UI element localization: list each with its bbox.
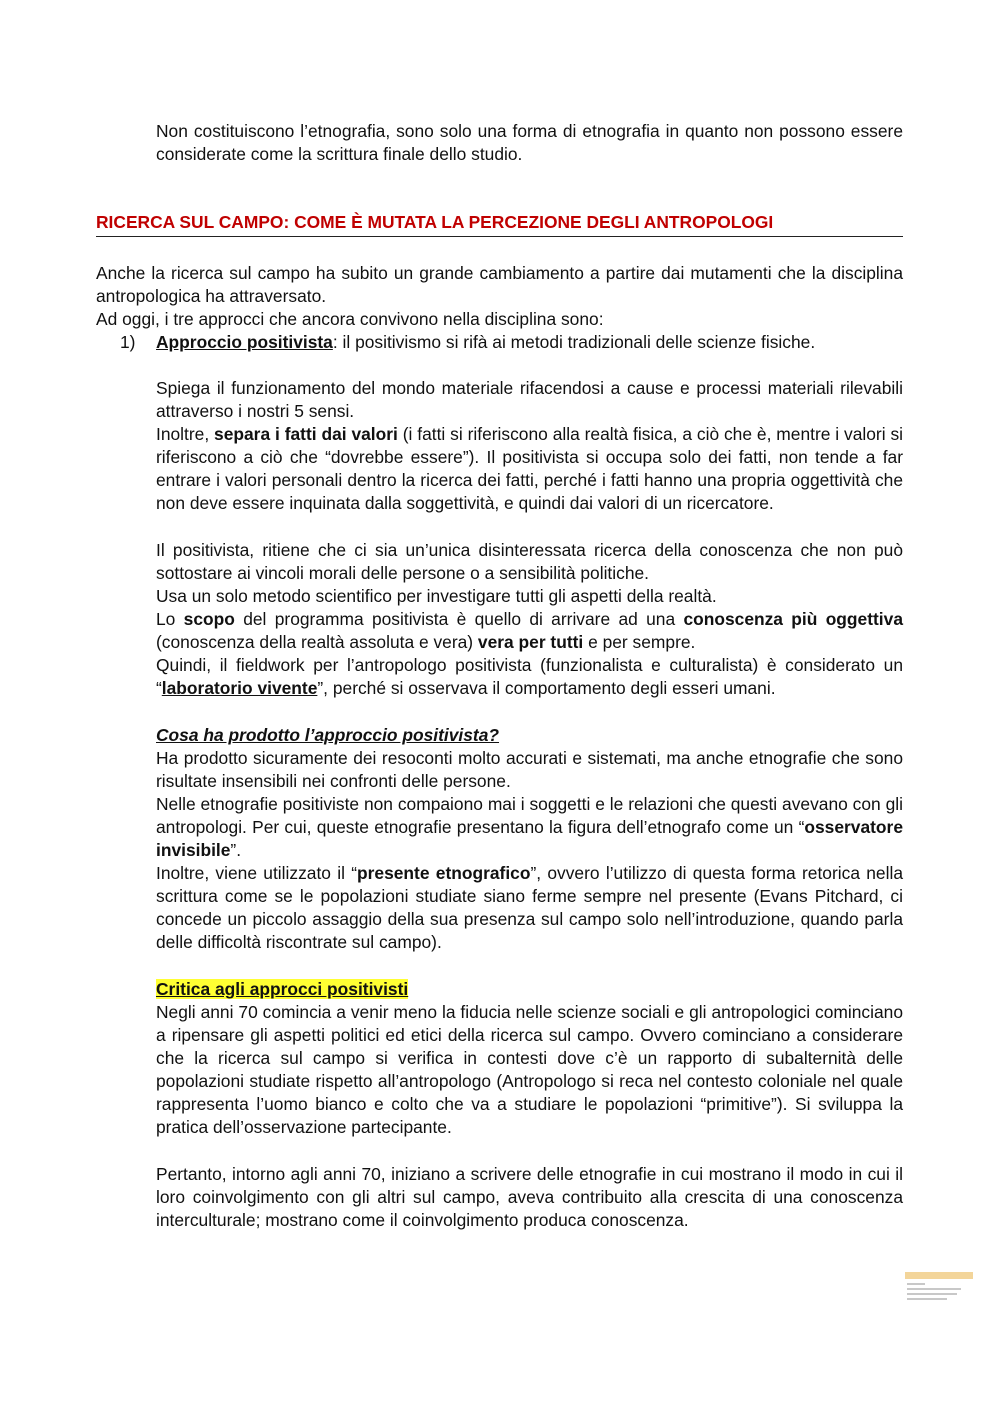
item-title-rest: : il positivismo si rifà ai metodi tradizionali delle scienze fisiche. (332, 332, 816, 352)
osservatore-bold: osservatore invisibile (156, 817, 903, 861)
critica-heading-text: Critica agli approcci positivisti (156, 979, 409, 999)
viene-text-a: Inoltre, viene utilizzato il “ (156, 863, 358, 883)
paragraph-ritiene: Il positivista, ritiene che ci sia un’unica disinteressata ricerca della conoscenza che non può sottostare ai vincoli morali delle persone o a sensibilità politiche. (156, 540, 903, 584)
scopo-text-g: e per sempre. (583, 632, 696, 653)
critica-heading (156, 978, 903, 1001)
viene-text-c: ”, ovvero l’utilizzo di questa forma retorica nella scrittura come se le popolazioni studiate siano ferme sempre nel presente (Evans Pitchard, ci concede un piccolo assaggio della sua presenza sul campo solo nell’introduzione, quando parla delle difficoltà riscontrate sul campo). (156, 863, 904, 953)
inoltre-text-a: Inoltre, (156, 424, 215, 444)
quindi-text-a: Quindi, il fieldwork per l’antropologo positivista (funzionalista e culturalista) è considerato un “ (156, 655, 903, 699)
item-title-paragraph (156, 331, 903, 354)
conoscenza-bold: conoscenza più oggettiva (683, 609, 903, 629)
presente-bold: presente etnografico (357, 863, 531, 883)
critica-paragraph-2: Pertanto, intorno agli anni 70, iniziano a scrivere delle etnografie in cui mostrano il modo in cui il loro coinvolgimento con gli altri sul campo, aveva contribuito alla crescita di una conoscenza interculturale; mostrano come il coinvolgimento produca conoscenza. (156, 1164, 903, 1231)
scopo-bold: scopo (183, 609, 235, 629)
section-paragraph-1: Anche la ricerca sul campo ha subito un grande cambiamento a partire dai mutamenti che la disciplina antropologica ha attraversato. (96, 263, 903, 307)
scopo-text-a: Lo (156, 609, 184, 629)
vera-bold: vera per tutti (477, 632, 584, 653)
item-title: Approccio positivista (156, 332, 333, 352)
nelle-text-c: ”. (230, 840, 242, 861)
quindi-text-c: ”, perché si osservava il comportamento degli esseri umani. (317, 678, 776, 699)
paragraph-prodotto: Ha prodotto sicuramente dei resoconti molto accurati e sistemati, ma anche etnografie che sono risultate insensibili nei confronti delle persone. (156, 748, 903, 792)
laboratorio-bold: laboratorio vivente (161, 678, 318, 699)
question-heading (156, 724, 903, 747)
paragraph-spiega: Spiega il funzionamento del mondo materiale rifacendosi a cause e processi materiali rilevabili attraverso i nostri 5 sensi. (156, 378, 903, 422)
nelle-text-a: Nelle etnografie positiviste non compaiono mai i soggetti e le relazioni che questi avevano con gli antropologi. Per cui, queste etnografie presentano la figura dell’etnografo come un “ (156, 794, 903, 838)
page-thumbnail-icon (905, 1272, 975, 1308)
critica-paragraph-1: Negli anni 70 comincia a venir meno la fiducia nelle scienze sociali e gli antropologici cominciano a ripensare gli aspetti politici ed etici della ricerca sul campo. Ovvero cominciano a considerare che la ricerca sul campo si verifica in contesti dove c’è un rapporto di subalternità delle popolazioni studiate rispetto all’antropologo (Antropologo si reca nel contesto coloniale nel quale rappresenta l’uomo bianco e colto che va a studiare le popolazioni “primitive”). Si sviluppa la pratica dell’osservazione partecipante. (156, 1002, 903, 1138)
scopo-text-e: (conoscenza della realtà assoluta e vera) (156, 632, 478, 653)
inoltre-bold: separa i fatti dai valori (214, 424, 398, 444)
paragraph-scopo (156, 608, 903, 654)
paragraph-quindi (156, 654, 903, 700)
paragraph-inoltre (156, 423, 903, 515)
paragraph-nelle (156, 793, 903, 862)
inoltre-text-c: (i fatti si riferiscono alla realtà fisica, a ciò che è, mentre i valori si riferiscono a ciò che “dovrebbe essere”). Il positivista si occupa solo dei fatti, non tende a far entrare i valori personali dentro la ricerca dei fatti, perché i fatti hanno una propria oggettività che non deve essere inquinata dalla soggettività, e quindi dai valori di un ricercatore. (156, 424, 904, 514)
list-item-number: 1) (120, 332, 136, 352)
paragraph-viene (156, 862, 903, 954)
question-text: Cosa ha prodotto l’approccio positivista? (156, 725, 500, 745)
section-heading: RICERCA SUL CAMPO: COME È MUTATA LA PERCEZIONE DEGLI ANTROPOLOGI (96, 211, 903, 237)
intro-paragraph: Non costituiscono l’etnografia, sono solo una forma di etnografia in quanto non possono essere considerate come la scrittura finale dello studio. (156, 121, 903, 165)
scopo-text-c: del programma positivista è quello di arrivare ad una (234, 609, 684, 629)
paragraph-metodo: Usa un solo metodo scientifico per investigare tutti gli aspetti della realtà. (156, 586, 717, 606)
section-paragraph-2: Ad oggi, i tre approcci che ancora convivono nella disciplina sono: (96, 309, 604, 329)
